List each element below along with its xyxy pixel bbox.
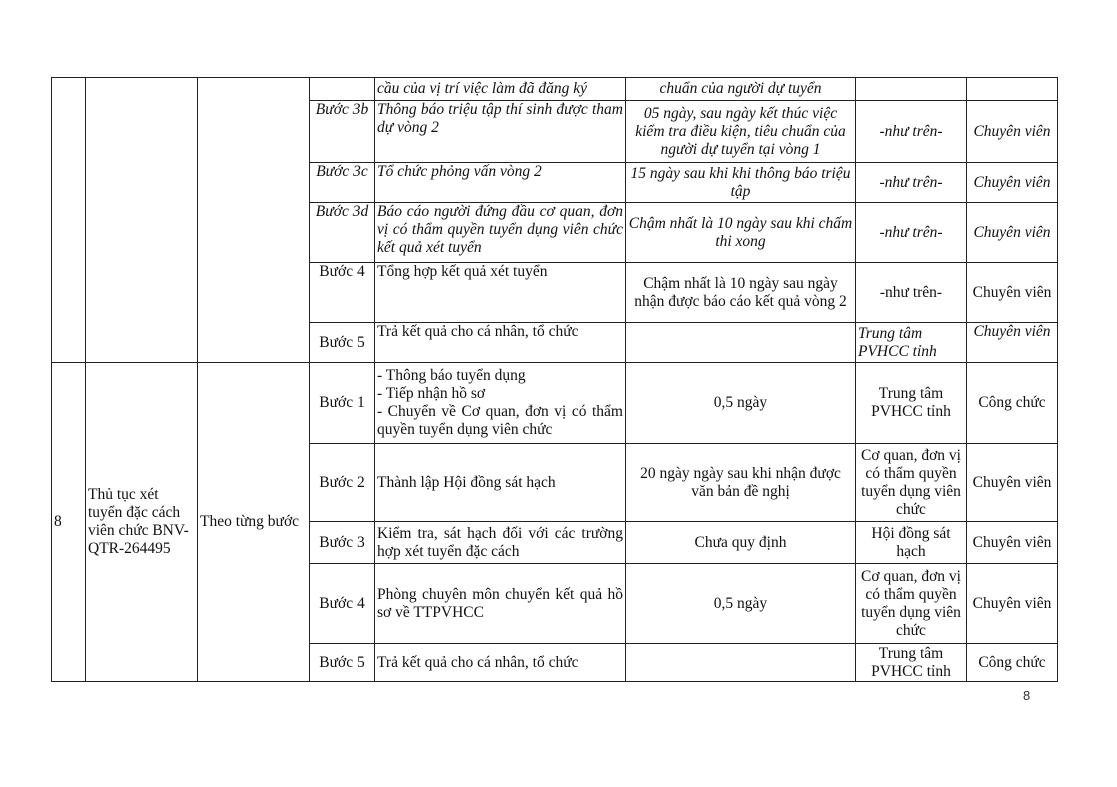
unit-cell: -như trên-: [856, 101, 967, 163]
content-cell: Trả kết quả cho cá nhân, tổ chức: [375, 323, 626, 363]
content-cell: Phòng chuyên môn chuyển kết quả hồ sơ về TTPVHCC: [375, 564, 626, 644]
unit-cell: Trung tâm PVHCC tỉnh: [856, 323, 967, 363]
unit-cell: Trung tâm PVHCC tỉnh: [856, 363, 967, 444]
unit-cell: Hội đồng sát hạch: [856, 522, 967, 564]
resp-cell: Chuyên viên: [967, 163, 1058, 203]
unit-cell: -như trên-: [856, 263, 967, 323]
content-cell: Thành lập Hội đồng sát hạch: [375, 444, 626, 522]
duration-cell: 0,5 ngày: [626, 363, 856, 444]
unit-cell: [856, 78, 967, 101]
stt-cell: [52, 78, 86, 363]
resp-cell: Chuyên viên: [967, 203, 1058, 263]
unit-cell: Cơ quan, đơn vị có thẩm quyền tuyển dụng viên chức: [856, 444, 967, 522]
resp-cell: Công chức: [967, 363, 1058, 444]
resp-cell: Chuyên viên: [967, 263, 1058, 323]
stt-cell: 8: [52, 363, 86, 682]
content-cell: Tổ chức phỏng vấn vòng 2: [375, 163, 626, 203]
resp-cell: Chuyên viên: [967, 323, 1058, 363]
content-cell: Kiểm tra, sát hạch đối với các trường hợp xét tuyển đặc cách: [375, 522, 626, 564]
content-cell: Trả kết quả cho cá nhân, tổ chức: [375, 644, 626, 682]
resp-cell: [967, 78, 1058, 101]
step-cell: [310, 78, 375, 101]
step-cell: Bước 3: [310, 522, 375, 564]
resp-cell: Chuyên viên: [967, 564, 1058, 644]
duration-cell: 0,5 ngày: [626, 564, 856, 644]
duration-cell: [626, 323, 856, 363]
step-cell: Bước 3d: [310, 203, 375, 263]
procedure-name-cell: [86, 78, 198, 363]
duration-cell: 05 ngày, sau ngày kết thúc việc kiểm tra điều kiện, tiêu chuẩn của người dự tuyển tại vòng 1: [626, 101, 856, 163]
page-number: 8: [1023, 688, 1031, 703]
content-cell: Báo cáo người đứng đầu cơ quan, đơn vị có thẩm quyền tuyển dụng viên chức kết quả xét tuyển: [375, 203, 626, 263]
content-cell: cầu của vị trí việc làm đã đăng ký: [375, 78, 626, 101]
resp-cell: Chuyên viên: [967, 444, 1058, 522]
content-line: - Chuyển về Cơ quan, đơn vị có thẩm quyền tuyển dụng viên chức: [377, 403, 623, 438]
unit-cell: -như trên-: [856, 163, 967, 203]
procedure-name-cell: Thủ tục xét tuyển đặc cách viên chức BNV-QTR-264495: [86, 363, 198, 682]
step-cell: Bước 5: [310, 323, 375, 363]
content-line: - Tiếp nhận hồ sơ: [377, 385, 486, 402]
duration-cell: 20 ngày ngày sau khi nhận được văn bản đề nghị: [626, 444, 856, 522]
unit-cell: Trung tâm PVHCC tỉnh: [856, 644, 967, 682]
table-row: [52, 78, 1058, 101]
resp-cell: Công chức: [967, 644, 1058, 682]
content-cell: [375, 363, 626, 444]
content-cell: Thông báo triệu tập thí sinh được tham dự vòng 2: [375, 101, 626, 163]
resp-cell: Chuyên viên: [967, 522, 1058, 564]
resp-cell: Chuyên viên: [967, 101, 1058, 163]
step-cell: Bước 4: [310, 263, 375, 323]
unit-cell: Cơ quan, đơn vị có thẩm quyền tuyển dụng viên chức: [856, 564, 967, 644]
total-time-cell: [198, 78, 310, 363]
step-cell: Bước 5: [310, 644, 375, 682]
duration-cell: Chậm nhất là 10 ngày sau ngày nhận được báo cáo kết quả vòng 2: [626, 263, 856, 323]
step-cell: Bước 1: [310, 363, 375, 444]
content-cell: Tổng hợp kết quả xét tuyển: [375, 263, 626, 323]
step-cell: Bước 2: [310, 444, 375, 522]
step-cell: Bước 3b: [310, 101, 375, 163]
unit-cell: -như trên-: [856, 203, 967, 263]
duration-cell: Chưa quy định: [626, 522, 856, 564]
table-row: [52, 363, 1058, 444]
duration-cell: 15 ngày sau khi khi thông báo triệu tập: [626, 163, 856, 203]
step-cell: Bước 4: [310, 564, 375, 644]
procedure-table: [51, 77, 1058, 682]
content-line: - Thông báo tuyển dụng: [377, 367, 526, 384]
duration-cell: chuẩn của người dự tuyển: [626, 78, 856, 101]
duration-cell: Chậm nhất là 10 ngày sau khi chấm thi xong: [626, 203, 856, 263]
step-cell: Bước 3c: [310, 163, 375, 203]
duration-cell: [626, 644, 856, 682]
total-time-cell: Theo từng bước: [198, 363, 310, 682]
